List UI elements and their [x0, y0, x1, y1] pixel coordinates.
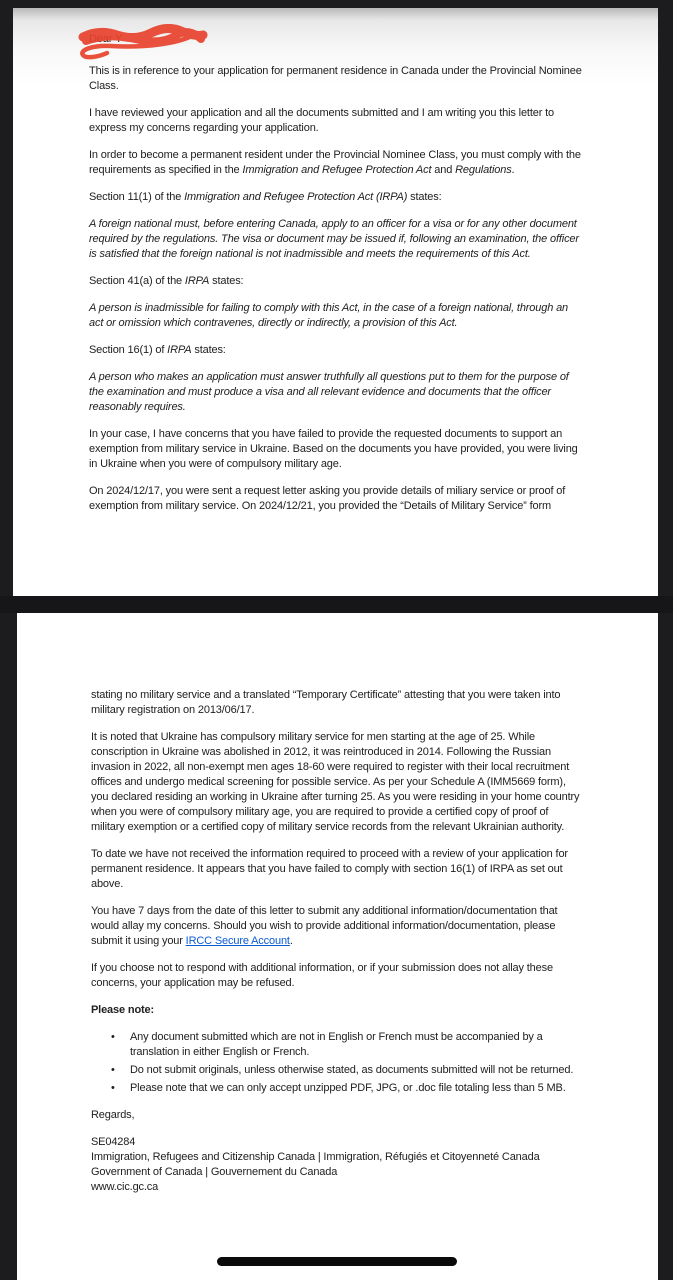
letter-page-1 — [13, 8, 658, 596]
bullet-text: Do not submit originals, unless otherwise stated, as documents submitted will not be returned. — [130, 1064, 574, 1076]
bullet-text: Any document submitted which are not in English or French must be accompanied by a translation in either English or French. — [130, 1031, 543, 1058]
bullet-icon: • — [111, 1064, 115, 1076]
home-indicator[interactable] — [217, 1257, 457, 1266]
bullet-icon: • — [111, 1031, 115, 1043]
paragraph-requirements — [89, 148, 584, 178]
paragraph-conscription: It is noted that Ukraine has compulsory military service for men starting at the age of 25. While conscription in Ukraine was abolished in 2012, it was reintroduced in 2014. Following the Russian invasion in 2022, all non-exempt men ages 18-60 were required to register with their local recruitment offices and undergo medical screening for possible service. As per your Schedule A (IMM5669 form), you declared residing an working in Ukraine after turning 25. As you were residing in your home country when you were of compulsory military age, you are required to provide a certified copy of proof of military exemption or a certified copy of military service records from the relevant Ukrainian authority. — [91, 731, 580, 833]
text-run: . — [511, 164, 515, 176]
paragraph-certificate: stating no military service and a translated “Temporary Certificate” attesting that you were taken into military registration on 2013/06/17. — [91, 689, 561, 716]
website-url: www.cic.gc.ca — [91, 1181, 159, 1193]
section-11-quote: A foreign national must, before entering Canada, apply to an officer for a visa or for any other document required by the regulations. The visa or document may be issued if, following an examination, the officer is satisfied that the foreign national is not inadmissible and meets the requirements of this Act. — [89, 218, 579, 260]
act-abbrev: IRPA — [184, 275, 210, 287]
signature-block — [91, 1135, 584, 1195]
bullet-text: Please note that we can only accept unzipped PDF, JPG, or .doc file totaling less than 5 MB. — [130, 1082, 566, 1094]
bullet-item — [111, 1030, 584, 1060]
bullet-item — [111, 1063, 584, 1078]
text-run: Section 16(1) of — [89, 344, 168, 356]
paragraph-request-letter: On 2024/12/17, you were sent a request letter asking you provide details of miliary service or proof of exemption from military service. On 2024/12/21, you provided the “Details of Military Service” form — [89, 485, 566, 512]
paragraph-refusal-warning: If you choose not to respond with additional information, or if your submission does not allay these concerns, your application may be refused. — [91, 962, 553, 989]
text-run: Section 41(a) of the — [89, 275, 185, 287]
please-note-heading: Please note: — [91, 1004, 155, 1016]
act-abbrev: IRPA — [167, 344, 192, 356]
text-run: In order to become a permanent resident under the Provincial Nominee Class, you must comply with the requirements as specified in the — [89, 149, 581, 176]
redaction-scribble — [77, 24, 211, 62]
act-title: Immigration and Refugee Protection Act — [242, 164, 432, 176]
paragraph-reviewed: I have reviewed your application and all the documents submitted and I am writing you this letter to express my concerns regarding your application. — [89, 107, 554, 134]
closing-regards: Regards, — [91, 1109, 135, 1121]
text-run: Section 11(1) of the — [89, 191, 185, 203]
text-run: You have 7 days from the date of this letter to submit any additional information/documentation that would allay my concerns. Should you wish to provide additional information/documentation, please submit it using your — [91, 905, 558, 947]
section-16-heading — [89, 343, 584, 358]
act-title: Immigration and Refugee Protection Act (IRPA) — [184, 191, 408, 203]
section-16-quote: A person who makes an application must answer truthfully all questions put to them for the purpose of the examination and must produce a visa and all relevant evidence and documents that the officer reasonably requires. — [89, 371, 569, 413]
text-run: . — [289, 935, 293, 947]
government-line: Government of Canada | Gouvernement du Canada — [91, 1166, 338, 1178]
paragraph-seven-days — [91, 904, 584, 949]
regulations-title: Regulations — [455, 164, 512, 176]
paragraph-concerns: In your case, I have concerns that you have failed to provide the requested documents to support an exemption from military service in Ukraine. Based on the documents you have provided, you were living in Ukraine when you were of compulsory military age. — [89, 428, 578, 470]
section-11-heading — [89, 190, 584, 205]
text-run: states: — [191, 344, 226, 356]
section-41a-heading — [89, 274, 584, 289]
text-run: and — [431, 164, 456, 176]
officer-id: SE04284 — [91, 1136, 136, 1148]
paragraph-intro: This is in reference to your application for permanent residence in Canada under the Provincial Nominee Class. — [89, 65, 582, 92]
letter-page-2 — [17, 613, 658, 1280]
notes-list — [91, 1030, 584, 1096]
text-run: states: — [209, 275, 244, 287]
bullet-item — [111, 1081, 584, 1096]
page-gap — [0, 596, 673, 613]
bullet-icon: • — [111, 1082, 115, 1094]
organization-line: Immigration, Refugees and Citizenship Canada | Immigration, Réfugiés et Citoyenneté Canada — [91, 1151, 540, 1163]
paragraph-not-received: To date we have not received the information required to proceed with a review of your application for permanent residence. It appears that you have failed to comply with section 16(1) of IRPA as set out above. — [91, 848, 568, 890]
ircc-secure-account-link[interactable]: IRCC Secure Account — [185, 935, 290, 947]
section-41a-quote: A person is inadmissible for failing to comply with this Act, in the case of a foreign national, through an act or omission which contravenes, directly or indirectly, a provision of this Act. — [89, 302, 569, 329]
salutation-row — [89, 24, 584, 58]
text-run: states: — [407, 191, 442, 203]
salutation-text: Dear Y — [89, 33, 123, 45]
